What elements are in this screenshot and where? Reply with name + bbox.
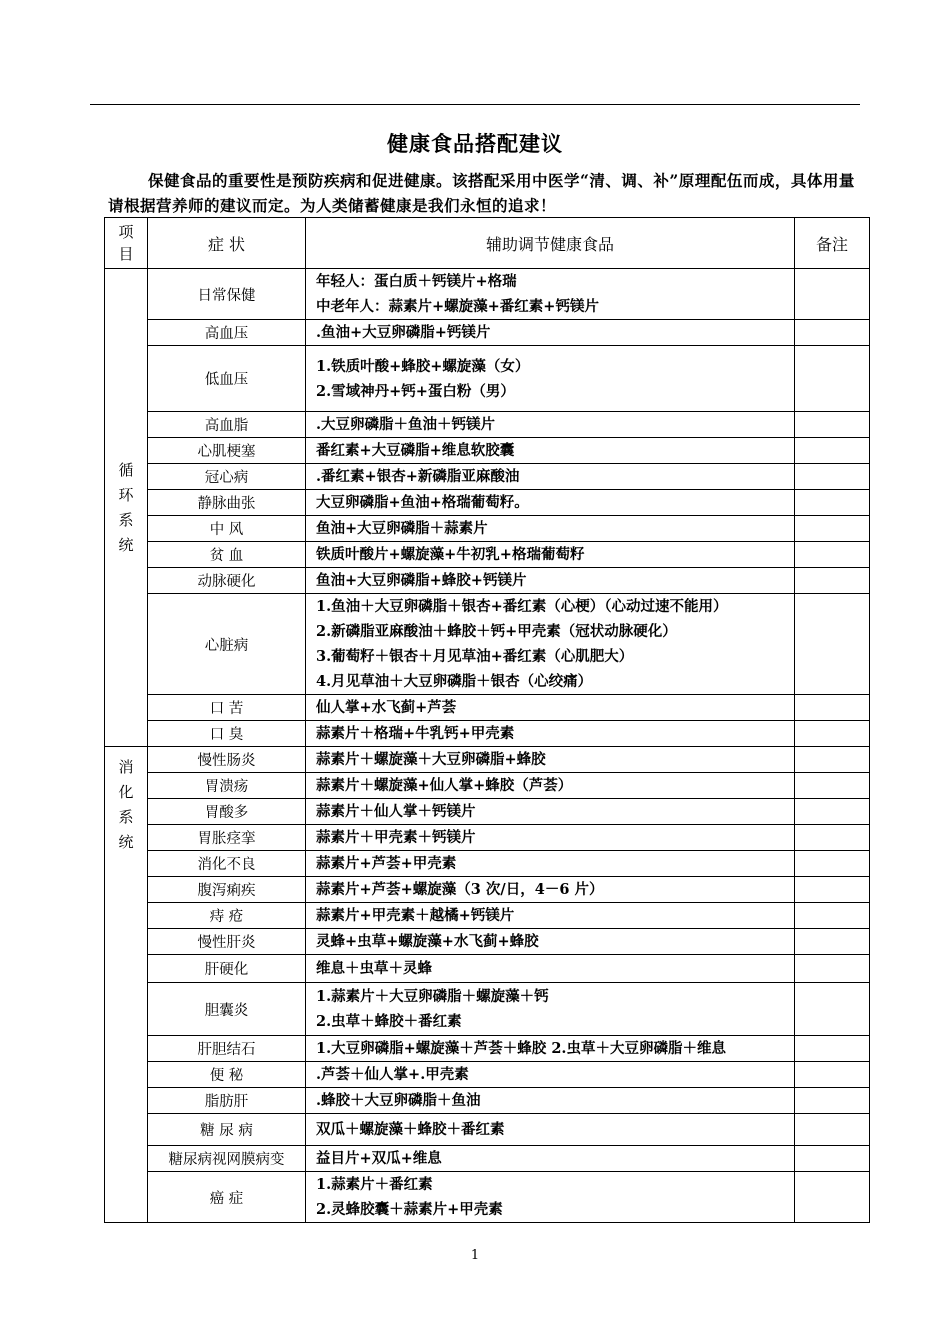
symptom-cell: 冠心病 — [148, 464, 306, 490]
note-cell — [795, 983, 870, 1036]
symptom-cell: 消化不良 — [148, 851, 306, 877]
food-cell — [306, 464, 795, 490]
food-line: 蒜素片＋仙人掌＋钙镁片 — [316, 803, 476, 820]
table-row — [105, 1088, 870, 1114]
table-row — [105, 1114, 870, 1146]
food-line: 中老年人：蒜素片+螺旋藻+番红素+钙镁片 — [316, 298, 599, 315]
food-line: 维息＋虫草＋灵蜂 — [316, 960, 432, 977]
food-line: 灵蜂+虫草+螺旋藻+水飞蓟+蜂胶 — [316, 933, 539, 950]
symptom-cell: 糖尿病视网膜病变 — [148, 1146, 306, 1172]
food-line: 铁质叶酸片+螺旋藻+牛初乳+格瑞葡萄籽 — [316, 546, 585, 563]
food-line: 1.蒜素片＋大豆卵磷脂＋螺旋藻＋钙 — [316, 988, 549, 1005]
note-cell — [795, 412, 870, 438]
food-line: 2.新磷脂亚麻酸油＋蜂胶＋钙+甲壳素（冠状动脉硬化） — [316, 623, 677, 640]
food-cell — [306, 1172, 795, 1223]
food-cell — [306, 594, 795, 695]
food-line: .芦荟＋仙人掌+.甲壳素 — [316, 1066, 469, 1083]
note-cell — [795, 1172, 870, 1223]
food-table — [104, 217, 870, 1223]
table-row — [105, 929, 870, 955]
food-cell — [306, 747, 795, 773]
symptom-cell: 慢性肠炎 — [148, 747, 306, 773]
food-cell — [306, 1114, 795, 1146]
food-line: .蜂胶＋大豆卵磷脂＋鱼油 — [316, 1092, 481, 1109]
note-cell — [795, 929, 870, 955]
document-title: 健康食品搭配建议 — [387, 131, 563, 156]
table-row — [105, 773, 870, 799]
food-line: .番红素+银杏+新磷脂亚麻酸油 — [316, 468, 520, 485]
food-line: 仙人掌+水飞蓟+芦荟 — [316, 699, 457, 716]
food-line: 1.鱼油＋大豆卵磷脂＋银杏+番红素（心梗）（心动过速不能用） — [316, 598, 728, 615]
note-cell — [795, 464, 870, 490]
food-line: 番红素+大豆磷脂+维息软胶囊 — [316, 442, 515, 459]
symptom-cell: 脂肪肝 — [148, 1088, 306, 1114]
symptom-cell: 心肌梗塞 — [148, 438, 306, 464]
symptom-cell: 肝胆结石 — [148, 1036, 306, 1062]
food-line: .大豆卵磷脂＋鱼油＋钙镁片 — [316, 416, 496, 433]
table-row — [105, 695, 870, 721]
note-cell — [795, 695, 870, 721]
note-cell — [795, 594, 870, 695]
note-cell — [795, 903, 870, 929]
food-cell — [306, 773, 795, 799]
symptom-cell: 静脉曲张 — [148, 490, 306, 516]
food-cell — [306, 721, 795, 747]
symptom-cell: 日常保健 — [148, 269, 306, 320]
note-cell — [795, 320, 870, 346]
food-line: 4.月见草油＋大豆卵磷脂＋银杏（心绞痛） — [316, 673, 593, 690]
note-cell — [795, 799, 870, 825]
food-cell — [306, 346, 795, 412]
symptom-cell: 癌 症 — [148, 1172, 306, 1223]
note-cell — [795, 877, 870, 903]
symptom-cell: 腹泻痢疾 — [148, 877, 306, 903]
table-row — [105, 903, 870, 929]
food-cell — [306, 1088, 795, 1114]
food-line: 3.葡萄籽＋银杏＋月见草油+番红素（心肌肥大） — [316, 648, 634, 665]
food-line: 1.大豆卵磷脂+螺旋藻＋芦荟＋蜂胶 2.虫草＋大豆卵磷脂＋维息 — [316, 1040, 726, 1057]
food-cell — [306, 490, 795, 516]
food-cell — [306, 799, 795, 825]
symptom-cell: 痔 疮 — [148, 903, 306, 929]
symptom-cell: 贫 血 — [148, 542, 306, 568]
food-line: 蒜素片＋格瑞+牛乳钙+甲壳素 — [316, 725, 515, 742]
note-cell — [795, 568, 870, 594]
symptom-cell: 动脉硬化 — [148, 568, 306, 594]
table-row — [105, 747, 870, 773]
symptom-cell: 中 风 — [148, 516, 306, 542]
food-line: 2.虫草＋蜂胶＋番红素 — [316, 1013, 462, 1030]
symptom-cell: 糖 尿 病 — [148, 1114, 306, 1146]
note-cell — [795, 825, 870, 851]
table-row — [105, 1036, 870, 1062]
note-cell — [795, 1062, 870, 1088]
symptom-cell: 胆囊炎 — [148, 983, 306, 1036]
note-cell — [795, 1088, 870, 1114]
table-row — [105, 1146, 870, 1172]
food-line: 1.蒜素片＋番红素 — [316, 1176, 433, 1193]
table-row — [105, 464, 870, 490]
note-cell — [795, 955, 870, 983]
symptom-cell: 胃酸多 — [148, 799, 306, 825]
food-line: 蒜素片+芦荟+甲壳素 — [316, 855, 457, 872]
table-row — [105, 799, 870, 825]
table-row — [105, 412, 870, 438]
symptom-cell: 高血压 — [148, 320, 306, 346]
food-cell — [306, 903, 795, 929]
symptom-cell: 慢性肝炎 — [148, 929, 306, 955]
table-row — [105, 594, 870, 695]
food-line: 鱼油+大豆卵磷脂＋蒜素片 — [316, 520, 488, 537]
symptom-cell: 心脏病 — [148, 594, 306, 695]
symptom-cell: 口 苦 — [148, 695, 306, 721]
note-cell — [795, 747, 870, 773]
symptom-cell: 肝硬化 — [148, 955, 306, 983]
category-digestive: 消化系统 — [105, 747, 148, 1223]
note-cell — [795, 1114, 870, 1146]
header-symptom: 症 状 — [148, 218, 306, 269]
food-cell — [306, 438, 795, 464]
food-line: 蒜素片+甲壳素＋越橘+钙镁片 — [316, 907, 515, 924]
food-cell — [306, 320, 795, 346]
food-cell — [306, 542, 795, 568]
food-line: 年轻人：蛋白质＋钙镁片+格瑞 — [316, 273, 517, 290]
table-row — [105, 320, 870, 346]
note-cell — [795, 542, 870, 568]
food-cell — [306, 851, 795, 877]
food-cell — [306, 983, 795, 1036]
food-line: 蒜素片+芦荟+螺旋藻（3 次/日，4－6 片） — [316, 881, 604, 898]
table-row — [105, 851, 870, 877]
table-row — [105, 1172, 870, 1223]
page-number: 1 — [470, 1248, 480, 1263]
food-line: 蒜素片＋螺旋藻＋大豆卵磷脂+蜂胶 — [316, 751, 546, 768]
food-cell — [306, 1036, 795, 1062]
note-cell — [795, 516, 870, 542]
table-row — [105, 825, 870, 851]
table-body — [105, 269, 870, 1223]
note-cell — [795, 269, 870, 320]
note-cell — [795, 490, 870, 516]
header-note: 备注 — [795, 218, 870, 269]
food-cell — [306, 516, 795, 542]
note-cell — [795, 1036, 870, 1062]
table-row — [105, 490, 870, 516]
table-row — [105, 983, 870, 1036]
header-item: 项目 — [105, 218, 148, 269]
food-line: 1.铁质叶酸+蜂胶+螺旋藻（女） — [316, 357, 530, 375]
food-line: .鱼油+大豆卵磷脂+钙镁片 — [316, 324, 491, 341]
table-row — [105, 721, 870, 747]
food-cell — [306, 877, 795, 903]
food-line: 大豆卵磷脂+鱼油+格瑞葡萄籽。 — [316, 494, 529, 511]
food-line: 2.灵蜂胶囊＋蒜素片+甲壳素 — [316, 1201, 503, 1218]
note-cell — [795, 438, 870, 464]
note-cell — [795, 773, 870, 799]
symptom-cell: 口 臭 — [148, 721, 306, 747]
header-food: 辅助调节健康食品 — [306, 218, 795, 269]
note-cell — [795, 851, 870, 877]
note-cell — [795, 346, 870, 412]
header-rule — [90, 104, 860, 105]
food-line: 蒜素片＋甲壳素＋钙镁片 — [316, 829, 476, 846]
food-line: 益目片+双瓜+维息 — [316, 1150, 442, 1167]
category-circulatory: 循环系统 — [105, 269, 148, 747]
table-row — [105, 516, 870, 542]
food-cell — [306, 269, 795, 320]
symptom-cell: 高血脂 — [148, 412, 306, 438]
food-line: 蒜素片＋螺旋藻+仙人掌+蜂胶（芦荟） — [316, 777, 573, 794]
table-row — [105, 346, 870, 412]
symptom-cell: 便 秘 — [148, 1062, 306, 1088]
note-cell — [795, 721, 870, 747]
table-row — [105, 438, 870, 464]
note-cell — [795, 1146, 870, 1172]
food-cell — [306, 1062, 795, 1088]
food-line: 鱼油+大豆卵磷脂+蜂胶+钙镁片 — [316, 572, 527, 589]
table-row — [105, 568, 870, 594]
intro-paragraph: 保健食品的重要性是预防疾病和促进健康。该搭配采用中医学“清、调、补”原理配伍而成，具体用量请根据营养师的建议而定。为人类储蓄健康是我们永恒的追求！ — [108, 171, 855, 215]
food-cell — [306, 568, 795, 594]
food-line: 2.雪域神丹+钙+蛋白粉（男） — [316, 382, 515, 400]
table-row — [105, 877, 870, 903]
table-row — [105, 955, 870, 983]
table-row — [105, 1062, 870, 1088]
food-cell — [306, 825, 795, 851]
food-cell — [306, 412, 795, 438]
food-cell — [306, 1146, 795, 1172]
symptom-cell: 低血压 — [148, 346, 306, 412]
food-line: 双瓜＋螺旋藻＋蜂胶＋番红素 — [316, 1121, 505, 1138]
food-cell — [306, 929, 795, 955]
table-row — [105, 542, 870, 568]
food-cell — [306, 955, 795, 983]
table-row — [105, 269, 870, 320]
symptom-cell: 胃溃疡 — [148, 773, 306, 799]
symptom-cell: 胃胀痉挛 — [148, 825, 306, 851]
food-cell — [306, 695, 795, 721]
